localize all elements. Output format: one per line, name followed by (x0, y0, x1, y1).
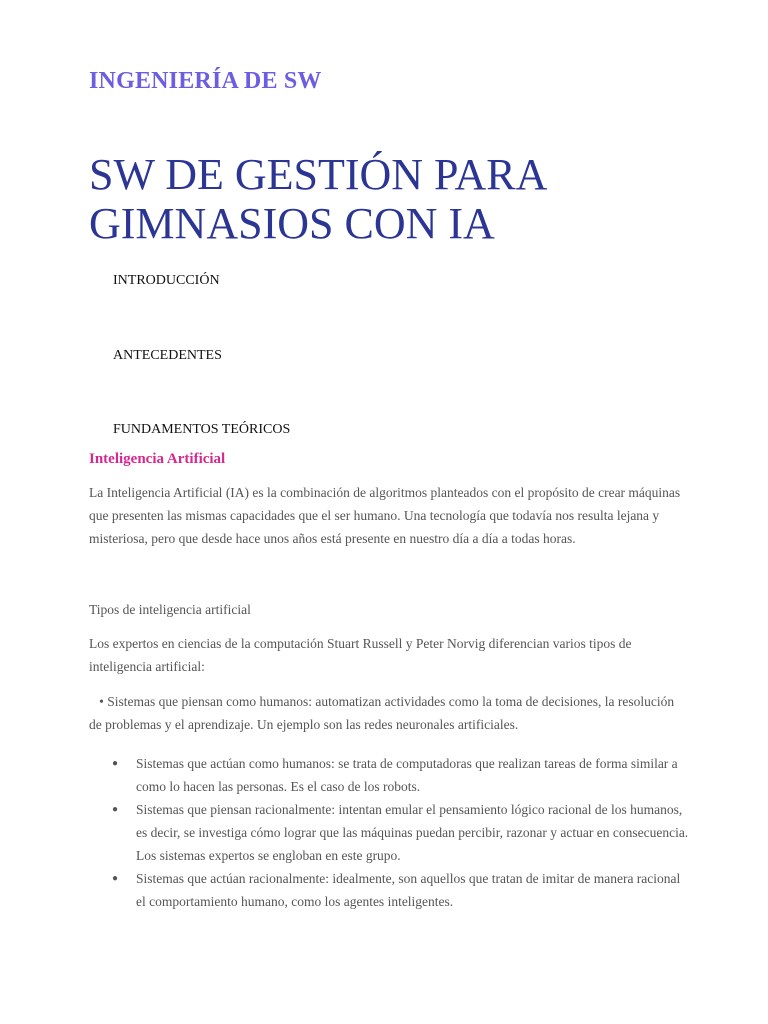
bullet-icon: ● (112, 873, 119, 884)
list-item-text: Sistemas que actúan racionalmente: idealmente, son aquellos que tratan de imitar de manera racional el comportamiento humano, como los agentes inteligentes. (136, 871, 681, 909)
section-introduccion: INTRODUCCIÓN (113, 273, 220, 288)
list-item-text: Sistemas que actúan como humanos: se trata de computadoras que realizan tareas de forma similar a como lo hacen las personas. Es el caso de los robots. (136, 756, 678, 794)
list-item-text: Sistemas que piensan racionalmente: intentan emular el pensamiento lógico racional de los humanos, es decir, se investiga cómo lograr que las máquinas puedan percibir, razonar y actuar en consecuencia. Los sistemas expertos se engloban en este grupo. (136, 802, 689, 863)
page-title: SW DE GESTIÓN PARA GIMNASIOS CON IA (89, 150, 545, 248)
bullet-icon: ● (112, 804, 119, 815)
list-item (112, 752, 692, 798)
section-fundamentos: FUNDAMENTOS TEÓRICOS (113, 422, 291, 437)
first-type-paragraph: • Sistemas que piensan como humanos: automatizan actividades como la toma de decisiones, la resolución de problemas y el aprendizaje. Un ejemplo son las redes neuronales artificiales. (89, 694, 678, 732)
list-item (112, 798, 692, 867)
subject-heading: INGENIERÍA DE SW (89, 68, 322, 94)
types-heading: Tipos de inteligencia artificial (89, 602, 251, 617)
section-antecedentes: ANTECEDENTES (113, 348, 222, 363)
types-intro: Los expertos en ciencias de la computación Stuart Russell y Peter Norvig diferencian varios tipos de inteligencia artificial: (89, 636, 632, 674)
ai-heading: Inteligencia Artificial (89, 451, 226, 467)
list-item (112, 867, 692, 913)
types-bullet-list (112, 752, 692, 913)
ai-paragraph: La Inteligencia Artificial (IA) es la combinación de algoritmos planteados con el propósito de crear máquinas que presenten las mismas capacidades que el ser humano. Una tecnología que todavía nos resulta lejana y misteriosa, pero que desde hace unos años está presente en nuestro día a día a todas horas. (89, 485, 681, 546)
bullet-icon: ● (112, 758, 119, 769)
